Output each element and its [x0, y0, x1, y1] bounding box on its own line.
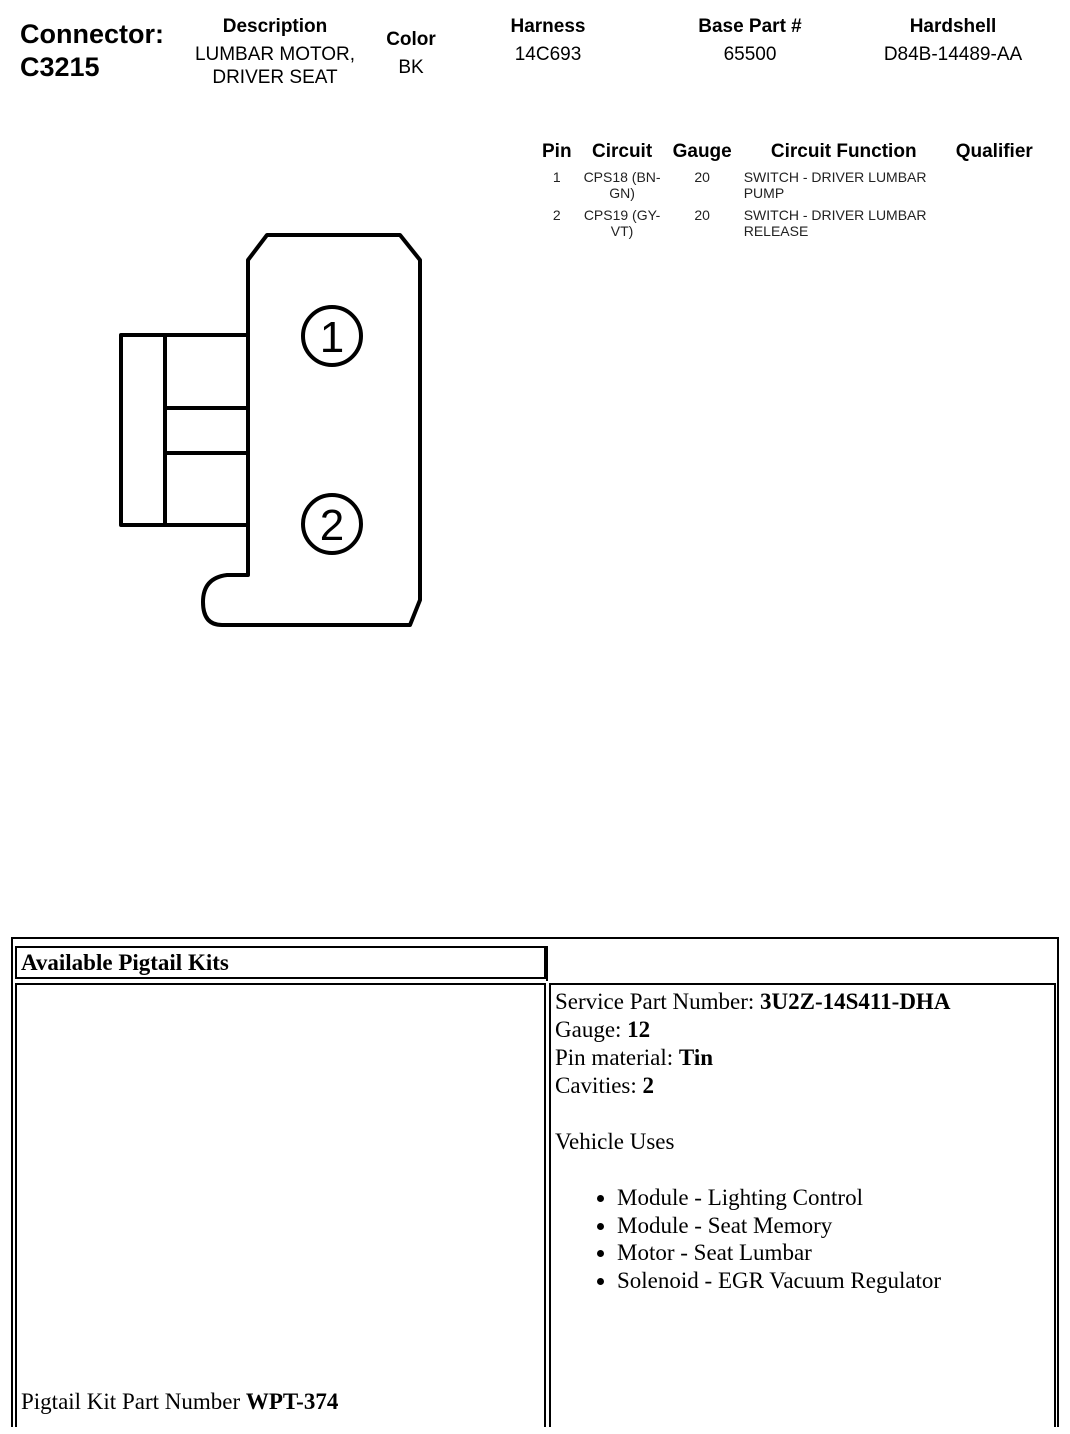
list-item: • Module - Seat Memory: [617, 1212, 950, 1240]
list-item: • Motor - Seat Lumbar: [617, 1239, 950, 1267]
gauge-label: Gauge:: [555, 1017, 628, 1042]
pin-number: 2: [552, 207, 561, 223]
cavities-spec: [555, 1072, 950, 1100]
harness-column: [482, 15, 614, 66]
base-part-header: Base Part #: [698, 16, 802, 37]
color-header: Color: [386, 29, 436, 50]
pin-material-spec: [555, 1044, 950, 1072]
base-part-value: 65500: [723, 44, 777, 65]
pin-1-label: 1: [319, 313, 345, 362]
gauge-value: 12: [627, 1017, 651, 1042]
circuit-header: Circuit: [591, 141, 653, 162]
pin-header: Pin: [542, 141, 572, 162]
pin-table-header-row: [536, 141, 1039, 169]
color-column: [378, 28, 444, 79]
service-part-label: Service Part Number:: [555, 989, 761, 1014]
hardshell-column: [860, 15, 1046, 66]
vehicle-uses-title: Vehicle Uses: [555, 1129, 675, 1154]
circuit-line2: VT): [610, 223, 634, 239]
circuit-line1: CPS18 (BN-: [583, 169, 661, 185]
cavities-label: Cavities:: [555, 1073, 643, 1098]
circuit-cell: [578, 207, 667, 245]
gauge-header: Gauge: [672, 141, 732, 162]
gauge-cell: 20: [694, 169, 710, 185]
connector-label: Connector:: [20, 19, 164, 49]
connector-face-diagram: [110, 225, 430, 635]
kit-part-value: WPT-374: [245, 1389, 339, 1414]
function-header: Circuit Function: [770, 141, 917, 162]
gauge-cell: 20: [694, 207, 710, 223]
kit-part-label: Pigtail Kit Part Number: [21, 1389, 246, 1414]
hardshell-value: D84B-14489-AA: [883, 44, 1023, 65]
function-cell: SWITCH - DRIVER LUMBAR PUMP: [743, 169, 927, 201]
vehicle-uses-list: [555, 1184, 950, 1294]
color-value: BK: [398, 57, 424, 78]
pigtail-heading: Available Pigtail Kits: [15, 946, 546, 979]
pigtail-right-panel: [549, 983, 1056, 1427]
circuit-line1: CPS19 (GY-: [583, 207, 661, 223]
qualifier-header: Qualifier: [955, 141, 1033, 162]
gauge-spec: [555, 1016, 950, 1044]
list-item: • Solenoid - EGR Vacuum Regulator: [617, 1267, 950, 1295]
harness-header: Harness: [510, 16, 586, 37]
qualifier-cell: [950, 207, 1039, 245]
service-part-number: [555, 988, 950, 1016]
base-part-column: [680, 15, 820, 66]
description-line2: DRIVER SEAT: [212, 67, 338, 88]
pin-material-value: Tin: [678, 1045, 714, 1070]
qualifier-cell: [950, 169, 1039, 207]
table-row: [536, 169, 1039, 207]
description-value: [182, 43, 368, 89]
pigtail-kit-part-number: [21, 1389, 338, 1415]
description-header: Description: [222, 16, 328, 37]
circuit-line2: GN): [609, 185, 635, 201]
pigtail-header-divider: [546, 946, 548, 981]
hardshell-header: Hardshell: [909, 16, 997, 37]
service-part-value: 3U2Z-14S411-DHA: [760, 989, 951, 1014]
connector-title: [20, 18, 164, 84]
harness-value: 14C693: [514, 44, 582, 65]
table-row: [536, 207, 1039, 245]
connector-housing: [203, 235, 420, 625]
list-item: • Module - Lighting Control: [617, 1184, 950, 1212]
pin-table: [536, 141, 1039, 245]
pigtail-specs: [555, 988, 950, 1294]
circuit-cell: [578, 169, 667, 207]
function-cell: SWITCH - DRIVER LUMBAR RELEASE: [743, 207, 927, 239]
pin-2-label: 2: [319, 501, 345, 550]
locking-tab: [121, 335, 248, 525]
pin-number: 1: [552, 169, 561, 185]
pigtail-left-panel: [15, 983, 546, 1427]
connector-id: C3215: [20, 52, 100, 82]
cavities-value: 2: [642, 1073, 655, 1098]
description-column: [182, 15, 368, 89]
description-line1: LUMBAR MOTOR,: [194, 44, 356, 65]
pin-material-label: Pin material:: [555, 1045, 679, 1070]
